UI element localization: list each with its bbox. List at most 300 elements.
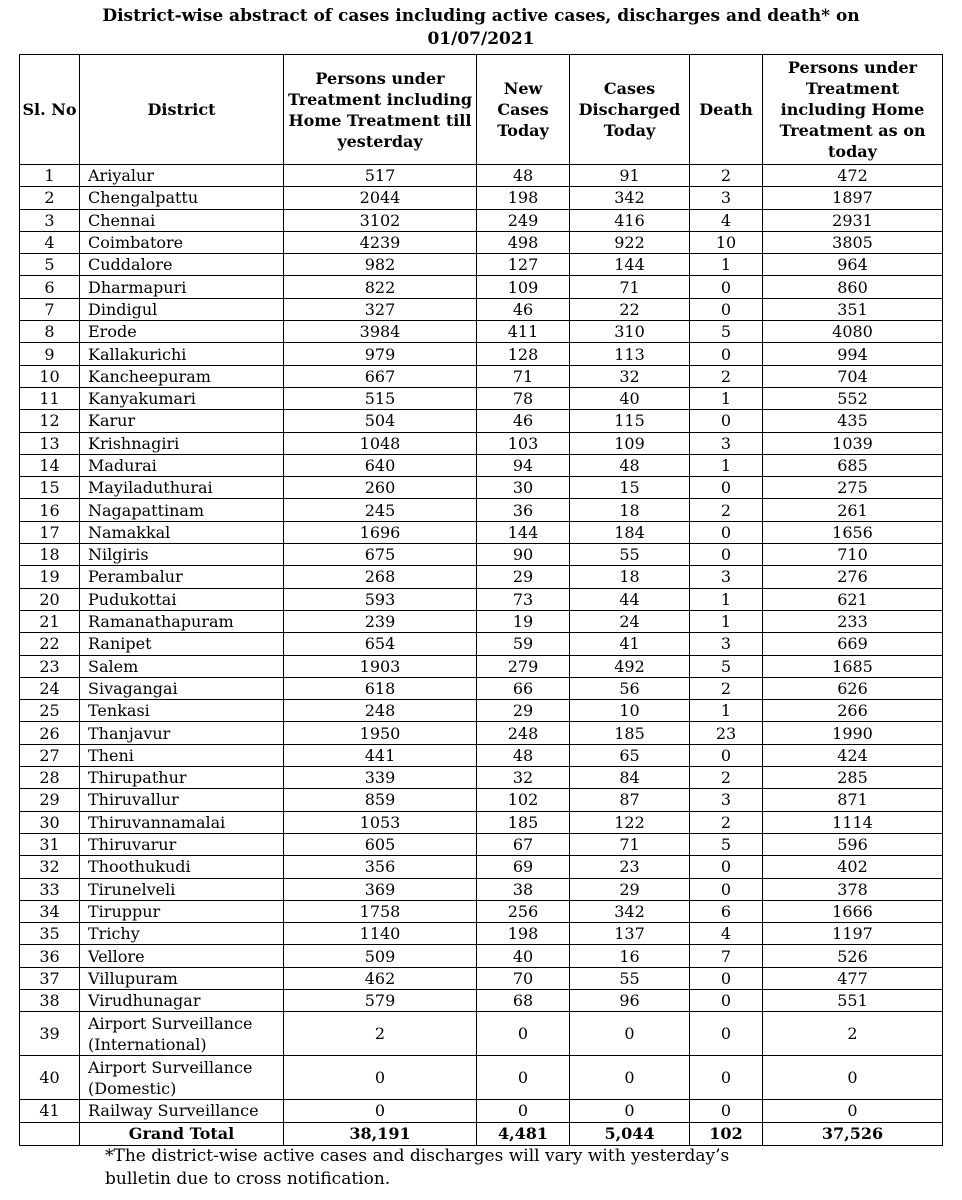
cell-under-treatment-today: 1666: [763, 900, 943, 922]
grand-total-today: 37,526: [763, 1122, 943, 1145]
cell-under-treatment-today: 2931: [763, 209, 943, 231]
table-row: [20, 923, 943, 945]
cell-discharged: 113: [570, 343, 690, 365]
cell-under-treatment-today: 710: [763, 544, 943, 566]
table-row: [20, 387, 943, 409]
cell-under-treatment-today: 435: [763, 410, 943, 432]
cell-under-treatment-yesterday: 579: [284, 989, 477, 1011]
cell-new-cases: 103: [477, 432, 570, 454]
cell-district: Pudukottai: [80, 588, 284, 610]
cell-sl-no: 32: [20, 856, 80, 878]
cell-under-treatment-yesterday: 3984: [284, 321, 477, 343]
cell-district: Virudhunagar: [80, 989, 284, 1011]
cell-new-cases: 67: [477, 833, 570, 855]
cell-discharged: 342: [570, 900, 690, 922]
table-row: [20, 298, 943, 320]
cell-death: 23: [690, 722, 763, 744]
cell-district: Villupuram: [80, 967, 284, 989]
cell-under-treatment-yesterday: 0: [284, 1056, 477, 1100]
cell-under-treatment-yesterday: 654: [284, 633, 477, 655]
cell-under-treatment-yesterday: 3102: [284, 209, 477, 231]
cell-discharged: 71: [570, 276, 690, 298]
cell-under-treatment-today: 1685: [763, 655, 943, 677]
cell-under-treatment-yesterday: 605: [284, 833, 477, 855]
table-row: [20, 254, 943, 276]
cell-under-treatment-yesterday: 667: [284, 365, 477, 387]
cell-under-treatment-today: 1197: [763, 923, 943, 945]
cell-sl-no: 17: [20, 521, 80, 543]
table-row: [20, 1012, 943, 1056]
cell-death: 0: [690, 521, 763, 543]
cell-under-treatment-today: 4080: [763, 321, 943, 343]
cell-sl-no: 23: [20, 655, 80, 677]
cell-new-cases: 102: [477, 789, 570, 811]
cell-new-cases: 128: [477, 343, 570, 365]
cell-sl-no: 40: [20, 1056, 80, 1100]
cell-new-cases: 29: [477, 700, 570, 722]
cell-death: 1: [690, 588, 763, 610]
cell-under-treatment-yesterday: 1696: [284, 521, 477, 543]
title-date: 01/07/2021: [427, 29, 535, 49]
cell-death: 4: [690, 923, 763, 945]
table-row: [20, 744, 943, 766]
cell-new-cases: 29: [477, 566, 570, 588]
cell-under-treatment-today: 275: [763, 477, 943, 499]
cell-discharged: 55: [570, 967, 690, 989]
cell-under-treatment-yesterday: 1903: [284, 655, 477, 677]
cell-new-cases: 185: [477, 811, 570, 833]
cell-district: Namakkal: [80, 521, 284, 543]
cell-district: Theni: [80, 744, 284, 766]
header-sl-no: Sl. No: [20, 55, 80, 165]
cell-new-cases: 198: [477, 923, 570, 945]
cell-under-treatment-yesterday: 675: [284, 544, 477, 566]
cell-sl-no: 6: [20, 276, 80, 298]
cell-discharged: 24: [570, 610, 690, 632]
cell-discharged: 23: [570, 856, 690, 878]
cell-district: Perambalur: [80, 566, 284, 588]
cell-district: Chengalpattu: [80, 187, 284, 209]
cell-under-treatment-today: 551: [763, 989, 943, 1011]
footnote-line-1: *The district-wise active cases and discharges will vary with yesterday’s: [105, 1146, 730, 1166]
cell-discharged: 96: [570, 989, 690, 1011]
cell-under-treatment-today: 472: [763, 165, 943, 187]
cell-death: 0: [690, 1056, 763, 1100]
cell-sl-no: 14: [20, 454, 80, 476]
cell-discharged: 416: [570, 209, 690, 231]
table-row: [20, 722, 943, 744]
cell-death: 2: [690, 811, 763, 833]
cell-sl-no: 20: [20, 588, 80, 610]
cell-under-treatment-today: 233: [763, 610, 943, 632]
cell-district: Thiruvarur: [80, 833, 284, 855]
cell-death: 0: [690, 744, 763, 766]
cell-district: Ramanathapuram: [80, 610, 284, 632]
cell-death: 3: [690, 633, 763, 655]
cell-under-treatment-yesterday: 618: [284, 677, 477, 699]
table-row: [20, 365, 943, 387]
cell-under-treatment-yesterday: 260: [284, 477, 477, 499]
header-under-treatment-yesterday: Persons under Treatment including Home Treatment till yesterday: [284, 55, 477, 165]
cell-discharged: 48: [570, 454, 690, 476]
cell-district: Ariyalur: [80, 165, 284, 187]
table-row: [20, 856, 943, 878]
table-row: [20, 187, 943, 209]
cell-death: 0: [690, 856, 763, 878]
table-row: [20, 343, 943, 365]
cell-discharged: 41: [570, 633, 690, 655]
cell-sl-no: 3: [20, 209, 80, 231]
cell-district: Dindigul: [80, 298, 284, 320]
header-district: District: [80, 55, 284, 165]
cell-under-treatment-yesterday: 239: [284, 610, 477, 632]
cell-death: 0: [690, 1100, 763, 1122]
cell-discharged: 18: [570, 566, 690, 588]
cell-sl-no: 30: [20, 811, 80, 833]
cell-sl-no: 29: [20, 789, 80, 811]
table-row: [20, 833, 943, 855]
cell-sl-no: 31: [20, 833, 80, 855]
cell-sl-no: 24: [20, 677, 80, 699]
cell-sl-no: 28: [20, 767, 80, 789]
cell-new-cases: 71: [477, 365, 570, 387]
table-row: [20, 410, 943, 432]
header-new-cases: New Cases Today: [477, 55, 570, 165]
table-row: [20, 945, 943, 967]
cell-sl-no: 35: [20, 923, 80, 945]
cell-discharged: 29: [570, 878, 690, 900]
table-row: [20, 521, 943, 543]
cell-new-cases: 198: [477, 187, 570, 209]
cell-district: Thoothukudi: [80, 856, 284, 878]
cell-discharged: 115: [570, 410, 690, 432]
cell-new-cases: 70: [477, 967, 570, 989]
cell-death: 5: [690, 655, 763, 677]
cell-under-treatment-today: 402: [763, 856, 943, 878]
cell-death: 0: [690, 477, 763, 499]
table-row: [20, 1056, 943, 1100]
cell-new-cases: 0: [477, 1056, 570, 1100]
cell-new-cases: 256: [477, 900, 570, 922]
table-row: [20, 677, 943, 699]
cell-sl-no: 7: [20, 298, 80, 320]
cell-new-cases: 90: [477, 544, 570, 566]
cell-district: Nilgiris: [80, 544, 284, 566]
cell-death: 2: [690, 767, 763, 789]
cell-discharged: 32: [570, 365, 690, 387]
grand-total-row: [20, 1122, 943, 1145]
table-row: [20, 477, 943, 499]
cell-district: Trichy: [80, 923, 284, 945]
cell-under-treatment-today: 964: [763, 254, 943, 276]
cell-district: Krishnagiri: [80, 432, 284, 454]
cell-district: Airport Surveillance (Domestic): [80, 1056, 284, 1100]
table-row: [20, 811, 943, 833]
grand-total-discharged: 5,044: [570, 1122, 690, 1145]
cell-discharged: 40: [570, 387, 690, 409]
cell-under-treatment-yesterday: 640: [284, 454, 477, 476]
cell-sl-no: 18: [20, 544, 80, 566]
cell-discharged: 44: [570, 588, 690, 610]
cell-discharged: 18: [570, 499, 690, 521]
cell-discharged: 922: [570, 231, 690, 253]
footnote-line-2: bulletin due to cross notification.: [105, 1169, 391, 1189]
cell-district: Ranipet: [80, 633, 284, 655]
cell-district: Thirupathur: [80, 767, 284, 789]
cell-death: 0: [690, 989, 763, 1011]
cell-under-treatment-today: 2: [763, 1012, 943, 1056]
cell-sl-no: 13: [20, 432, 80, 454]
cell-district: Erode: [80, 321, 284, 343]
cell-discharged: 144: [570, 254, 690, 276]
table-header-row: [20, 55, 943, 165]
cell-new-cases: 109: [477, 276, 570, 298]
cell-sl-no: 19: [20, 566, 80, 588]
cell-death: 1: [690, 610, 763, 632]
cell-death: 1: [690, 700, 763, 722]
cell-sl-no: 5: [20, 254, 80, 276]
cell-sl-no: 2: [20, 187, 80, 209]
cell-under-treatment-today: 669: [763, 633, 943, 655]
table-row: [20, 878, 943, 900]
cell-under-treatment-yesterday: 859: [284, 789, 477, 811]
cell-discharged: 84: [570, 767, 690, 789]
cell-death: 0: [690, 1012, 763, 1056]
cell-sl-no: 4: [20, 231, 80, 253]
cell-new-cases: 249: [477, 209, 570, 231]
table-row: [20, 588, 943, 610]
cell-new-cases: 30: [477, 477, 570, 499]
cell-under-treatment-yesterday: 1758: [284, 900, 477, 922]
cell-under-treatment-today: 351: [763, 298, 943, 320]
cell-sl-no: 41: [20, 1100, 80, 1122]
cell-death: 5: [690, 833, 763, 855]
cell-death: 0: [690, 410, 763, 432]
cell-discharged: 56: [570, 677, 690, 699]
cell-sl-no: 34: [20, 900, 80, 922]
cell-discharged: 492: [570, 655, 690, 677]
cell-district: Thanjavur: [80, 722, 284, 744]
cell-death: 1: [690, 454, 763, 476]
cell-sl-no: 9: [20, 343, 80, 365]
table-row: [20, 544, 943, 566]
cell-death: 1: [690, 387, 763, 409]
cell-district: Chennai: [80, 209, 284, 231]
cell-under-treatment-today: 860: [763, 276, 943, 298]
cell-district: Tirunelveli: [80, 878, 284, 900]
cell-under-treatment-yesterday: 504: [284, 410, 477, 432]
cell-new-cases: 127: [477, 254, 570, 276]
cell-district: Sivagangai: [80, 677, 284, 699]
cell-new-cases: 46: [477, 410, 570, 432]
cell-new-cases: 48: [477, 744, 570, 766]
cell-under-treatment-today: 994: [763, 343, 943, 365]
cell-discharged: 0: [570, 1056, 690, 1100]
cell-new-cases: 411: [477, 321, 570, 343]
cell-discharged: 184: [570, 521, 690, 543]
cell-district: Coimbatore: [80, 231, 284, 253]
table-row: [20, 767, 943, 789]
cell-under-treatment-yesterday: 0: [284, 1100, 477, 1122]
table-row: [20, 209, 943, 231]
cell-new-cases: 0: [477, 1100, 570, 1122]
cell-sl-no: 15: [20, 477, 80, 499]
cell-new-cases: 279: [477, 655, 570, 677]
header-under-treatment-today: Persons under Treatment including Home Treatment as on today: [763, 55, 943, 165]
cell-under-treatment-today: 526: [763, 945, 943, 967]
cell-sl-no: 21: [20, 610, 80, 632]
grand-total-death: 102: [690, 1122, 763, 1145]
cell-under-treatment-today: 871: [763, 789, 943, 811]
cell-under-treatment-today: 285: [763, 767, 943, 789]
cell-discharged: 15: [570, 477, 690, 499]
cell-sl-no: 33: [20, 878, 80, 900]
grand-total-sl: [20, 1122, 80, 1145]
cell-under-treatment-today: 3805: [763, 231, 943, 253]
table-row: [20, 566, 943, 588]
cell-new-cases: 144: [477, 521, 570, 543]
cell-under-treatment-today: 276: [763, 566, 943, 588]
cell-district: Airport Surveillance (International): [80, 1012, 284, 1056]
cell-death: 10: [690, 231, 763, 253]
cell-death: 3: [690, 187, 763, 209]
cell-sl-no: 26: [20, 722, 80, 744]
cell-sl-no: 22: [20, 633, 80, 655]
cell-death: 0: [690, 343, 763, 365]
cell-under-treatment-yesterday: 593: [284, 588, 477, 610]
cell-new-cases: 48: [477, 165, 570, 187]
cell-discharged: 16: [570, 945, 690, 967]
table-row: [20, 700, 943, 722]
grand-total-new: 4,481: [477, 1122, 570, 1145]
cell-discharged: 87: [570, 789, 690, 811]
cell-under-treatment-today: 424: [763, 744, 943, 766]
cell-discharged: 0: [570, 1100, 690, 1122]
cell-new-cases: 32: [477, 767, 570, 789]
cell-death: 2: [690, 365, 763, 387]
cell-new-cases: 19: [477, 610, 570, 632]
cell-under-treatment-yesterday: 2044: [284, 187, 477, 209]
cell-new-cases: 498: [477, 231, 570, 253]
cell-under-treatment-today: 1039: [763, 432, 943, 454]
cell-under-treatment-yesterday: 982: [284, 254, 477, 276]
cell-new-cases: 73: [477, 588, 570, 610]
cell-sl-no: 27: [20, 744, 80, 766]
table-row: [20, 1100, 943, 1122]
header-discharged: Cases Discharged Today: [570, 55, 690, 165]
cell-new-cases: 59: [477, 633, 570, 655]
cell-under-treatment-yesterday: 339: [284, 767, 477, 789]
cell-death: 4: [690, 209, 763, 231]
cell-under-treatment-today: 378: [763, 878, 943, 900]
cell-under-treatment-yesterday: 369: [284, 878, 477, 900]
cell-under-treatment-yesterday: 1950: [284, 722, 477, 744]
cell-under-treatment-yesterday: 356: [284, 856, 477, 878]
cell-district: Railway Surveillance: [80, 1100, 284, 1122]
cell-under-treatment-today: 266: [763, 700, 943, 722]
cell-district: Kallakurichi: [80, 343, 284, 365]
cell-sl-no: 12: [20, 410, 80, 432]
cell-death: 3: [690, 789, 763, 811]
cell-under-treatment-today: 552: [763, 387, 943, 409]
cell-discharged: 10: [570, 700, 690, 722]
cell-sl-no: 36: [20, 945, 80, 967]
cell-district: Cuddalore: [80, 254, 284, 276]
table-row: [20, 610, 943, 632]
table-row: [20, 789, 943, 811]
cell-new-cases: 248: [477, 722, 570, 744]
cell-new-cases: 66: [477, 677, 570, 699]
table-row: [20, 276, 943, 298]
cell-discharged: 65: [570, 744, 690, 766]
cell-death: 2: [690, 165, 763, 187]
cell-district: Tiruppur: [80, 900, 284, 922]
cell-new-cases: 0: [477, 1012, 570, 1056]
grand-total-yesterday: 38,191: [284, 1122, 477, 1145]
page-title: [0, 5, 962, 51]
cell-new-cases: 36: [477, 499, 570, 521]
cell-discharged: 137: [570, 923, 690, 945]
cell-under-treatment-yesterday: 441: [284, 744, 477, 766]
cell-under-treatment-today: 596: [763, 833, 943, 855]
cell-death: 3: [690, 432, 763, 454]
title-line-1: District-wise abstract of cases including active cases, discharges and death* on: [102, 6, 860, 26]
table-row: [20, 655, 943, 677]
cell-under-treatment-yesterday: 245: [284, 499, 477, 521]
cell-under-treatment-yesterday: 1140: [284, 923, 477, 945]
cell-new-cases: 94: [477, 454, 570, 476]
cell-death: 1: [690, 254, 763, 276]
cell-under-treatment-today: 685: [763, 454, 943, 476]
cell-district: Madurai: [80, 454, 284, 476]
cell-discharged: 185: [570, 722, 690, 744]
cell-sl-no: 25: [20, 700, 80, 722]
cell-district: Vellore: [80, 945, 284, 967]
cell-under-treatment-today: 477: [763, 967, 943, 989]
cell-district: Thiruvallur: [80, 789, 284, 811]
cell-under-treatment-yesterday: 1048: [284, 432, 477, 454]
cell-sl-no: 39: [20, 1012, 80, 1056]
cell-district: Karur: [80, 410, 284, 432]
cell-death: 0: [690, 544, 763, 566]
grand-total-label: Grand Total: [80, 1122, 284, 1145]
cell-under-treatment-yesterday: 517: [284, 165, 477, 187]
cell-district: Thiruvannamalai: [80, 811, 284, 833]
cell-district: Tenkasi: [80, 700, 284, 722]
cell-under-treatment-today: 0: [763, 1100, 943, 1122]
cell-under-treatment-today: 0: [763, 1056, 943, 1100]
table-row: [20, 321, 943, 343]
cell-district: Kanyakumari: [80, 387, 284, 409]
table-row: [20, 967, 943, 989]
cell-death: 0: [690, 878, 763, 900]
cell-district: Salem: [80, 655, 284, 677]
header-death: Death: [690, 55, 763, 165]
cell-under-treatment-today: 261: [763, 499, 943, 521]
cell-death: 0: [690, 276, 763, 298]
cell-discharged: 310: [570, 321, 690, 343]
cell-sl-no: 8: [20, 321, 80, 343]
cell-new-cases: 68: [477, 989, 570, 1011]
cell-under-treatment-yesterday: 327: [284, 298, 477, 320]
cell-district: Nagapattinam: [80, 499, 284, 521]
cell-under-treatment-yesterday: 1053: [284, 811, 477, 833]
cell-new-cases: 46: [477, 298, 570, 320]
cell-under-treatment-today: 626: [763, 677, 943, 699]
cell-under-treatment-today: 704: [763, 365, 943, 387]
cell-under-treatment-today: 1990: [763, 722, 943, 744]
table-row: [20, 900, 943, 922]
